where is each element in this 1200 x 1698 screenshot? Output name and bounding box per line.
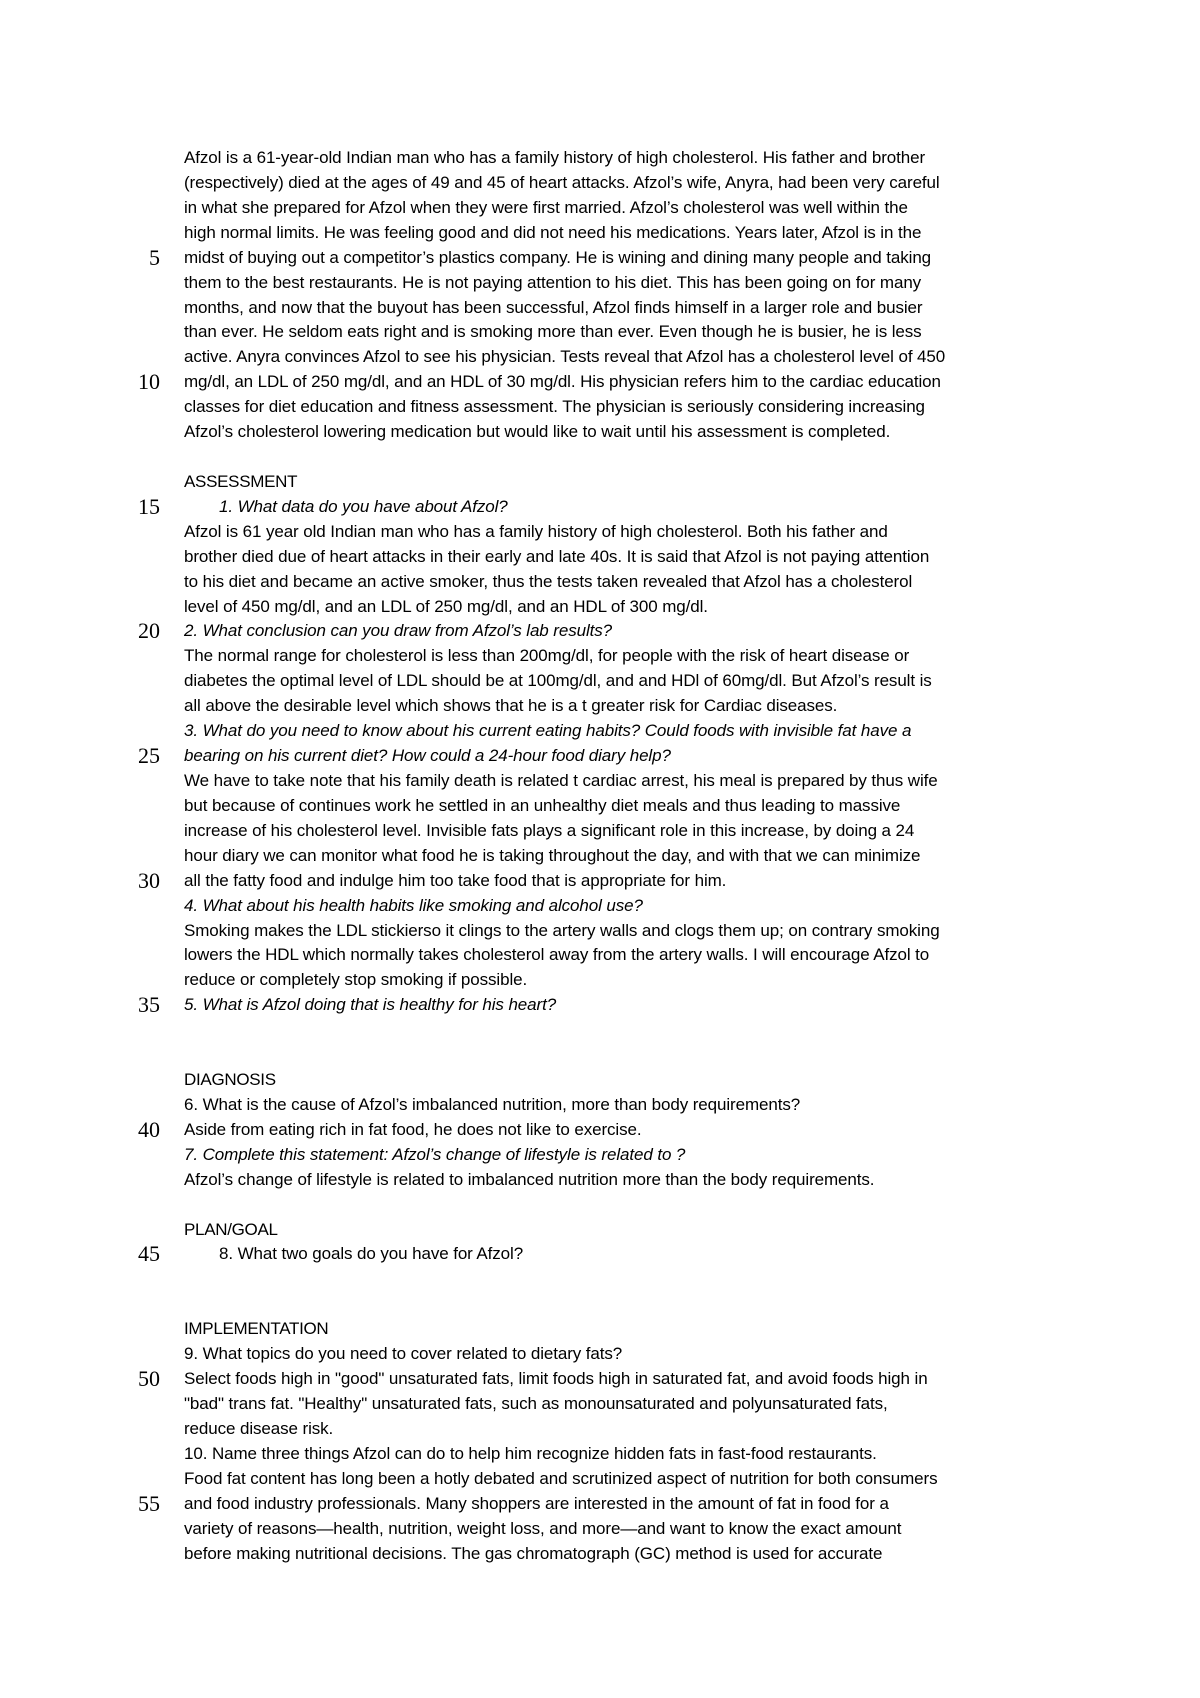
text-line: lowers the HDL which normally takes cholesterol away from the artery walls. I will encourage Afzol to: [184, 945, 930, 965]
text-line: 4. What about his health habits like smoking and alcohol use?: [184, 895, 643, 915]
text-line: The normal range for cholesterol is less than 200mg/dl, for people with the risk of heart disease or: [184, 646, 910, 666]
text-line: increase of his cholesterol level. Invisible fats plays a significant role in this increase, by doing a 24: [184, 820, 915, 840]
text-line: ASSESSMENT: [184, 471, 298, 491]
text-line: 8. What two goals do you have for Afzol?: [219, 1244, 524, 1264]
text-line: 9. What topics do you need to cover related to dietary fats?: [184, 1344, 623, 1364]
line-number: 15: [138, 493, 160, 519]
text-line: bearing on his current diet? How could a 24-hour food diary help?: [184, 746, 671, 766]
line-number: 30: [138, 867, 160, 893]
text-line: 10. Name three things Afzol can do to help him recognize hidden fats in fast-food restaurants.: [184, 1443, 877, 1463]
text-line: brother died due of heart attacks in their early and late 40s. It is said that Afzol is not paying attention: [184, 546, 930, 566]
text-line: in what she prepared for Afzol when they were first married. Afzol’s cholesterol was well within the: [184, 197, 908, 217]
text-line: but because of continues work he settled in an unhealthy diet meals and thus leading to massive: [184, 795, 901, 815]
text-line: to his diet and became an active smoker, thus the tests taken revealed that Afzol has a cholesterol: [184, 571, 913, 591]
text-line: 3. What do you need to know about his current eating habits? Could foods with invisible fat have a: [184, 721, 912, 741]
text-line: PLAN/GOAL: [184, 1219, 278, 1239]
text-line: reduce or completely stop smoking if possible.: [184, 970, 528, 990]
line-number: 50: [138, 1366, 160, 1392]
line-number: 25: [138, 743, 160, 769]
text-line: them to the best restaurants. He is not paying attention to his diet. This has been going on for many: [184, 272, 922, 292]
text-line: We have to take note that his family death is related t cardiac arrest, his meal is prepared by thus wife: [184, 771, 938, 790]
text-line: reduce disease risk.: [184, 1418, 334, 1438]
text-line: Afzol’s cholesterol lowering medication but would like to wait until his assessment is completed.: [184, 422, 891, 442]
line-number: 5: [149, 244, 160, 270]
text-line: high normal limits. He was feeling good and did not need his medications. Years later, Afzol is in the: [184, 222, 922, 242]
text-line: Aside from eating rich in fat food, he does not like to exercise.: [184, 1119, 642, 1139]
line-number: 20: [138, 618, 160, 644]
text-line: variety of reasons—health, nutrition, weight loss, and more—and want to know the exact amount: [184, 1518, 902, 1538]
text-line: IMPLEMENTATION: [184, 1319, 329, 1339]
text-line: hour diary we can monitor what food he is taking throughout the day, and with that we can minimize: [184, 845, 921, 865]
line-number: 10: [138, 369, 160, 395]
line-number: 45: [138, 1241, 160, 1267]
text-line: diabetes the optimal level of LDL should be at 100mg/dl, and and HDl of 60mg/dl. But Afzol’s result is: [184, 671, 932, 691]
text-line: active. Anyra convinces Afzol to see his physician. Tests reveal that Afzol has a cholesterol level of 450: [184, 347, 946, 367]
text-line: than ever. He seldom eats right and is smoking more than ever. Even though he is busier, he is less: [184, 322, 922, 342]
line-number: 35: [138, 992, 160, 1018]
line-number: 40: [138, 1116, 160, 1142]
line-number: 55: [138, 1490, 160, 1516]
text-line: classes for diet education and fitness assessment. The physician is seriously considering increasing: [184, 397, 925, 417]
text-line: Afzol’s change of lifestyle is related to imbalanced nutrition more than the body requirements.: [184, 1169, 875, 1189]
text-line: 7. Complete this statement: Afzol’s change of lifestyle is related to ?: [184, 1144, 686, 1164]
text-line: midst of buying out a competitor’s plastics company. He is wining and dining many people and taking: [184, 247, 932, 267]
text-line: 1. What data do you have about Afzol?: [219, 496, 508, 516]
text-line: all the fatty food and indulge him too take food that is appropriate for him.: [184, 870, 727, 890]
text-line: mg/dl, an LDL of 250 mg/dl, and an HDL of 30 mg/dl. His physician refers him to the cardiac education: [184, 372, 941, 392]
text-line: before making nutritional decisions. The gas chromatograph (GC) method is used for accurate: [184, 1543, 883, 1563]
text-line: 2. What conclusion can you draw from Afzol’s lab results?: [184, 621, 612, 641]
text-line: (respectively) died at the ages of 49 and 45 of heart attacks. Afzol’s wife, Anyra, had been very careful: [184, 172, 940, 192]
text-line: "bad" trans fat. "Healthy" unsaturated fats, such as monounsaturated and polyunsaturated fats,: [184, 1394, 888, 1413]
text-line: level of 450 mg/dl, and an LDL of 250 mg/dl, and an HDL of 300 mg/dl.: [184, 596, 708, 616]
text-line: Food fat content has long been a hotly debated and scrutinized aspect of nutrition for both consumers: [184, 1468, 938, 1488]
text-line: 6. What is the cause of Afzol’s imbalanced nutrition, more than body requirements?: [184, 1094, 801, 1114]
text-line: Afzol is 61 year old Indian man who has a family history of high cholesterol. Both his father and: [184, 521, 888, 541]
text-line: Select foods high in "good" unsaturated fats, limit foods high in saturated fat, and avoid foods high in: [184, 1369, 928, 1389]
text-line: all above the desirable level which shows that he is a t greater risk for Cardiac diseases.: [184, 696, 838, 716]
text-line: DIAGNOSIS: [184, 1070, 276, 1090]
text-line: and food industry professionals. Many shoppers are interested in the amount of fat in food for a: [184, 1493, 889, 1513]
text-line: Afzol is a 61-year-old Indian man who has a family history of high cholesterol. His father and brother: [184, 148, 926, 167]
text-line: months, and now that the buyout has been successful, Afzol finds himself in a larger role and busier: [184, 297, 923, 317]
text-line: Smoking makes the LDL stickierso it clings to the artery walls and clogs them up; on contrary smoking: [184, 920, 940, 940]
text-line: 5. What is Afzol doing that is healthy for his heart?: [184, 995, 557, 1015]
